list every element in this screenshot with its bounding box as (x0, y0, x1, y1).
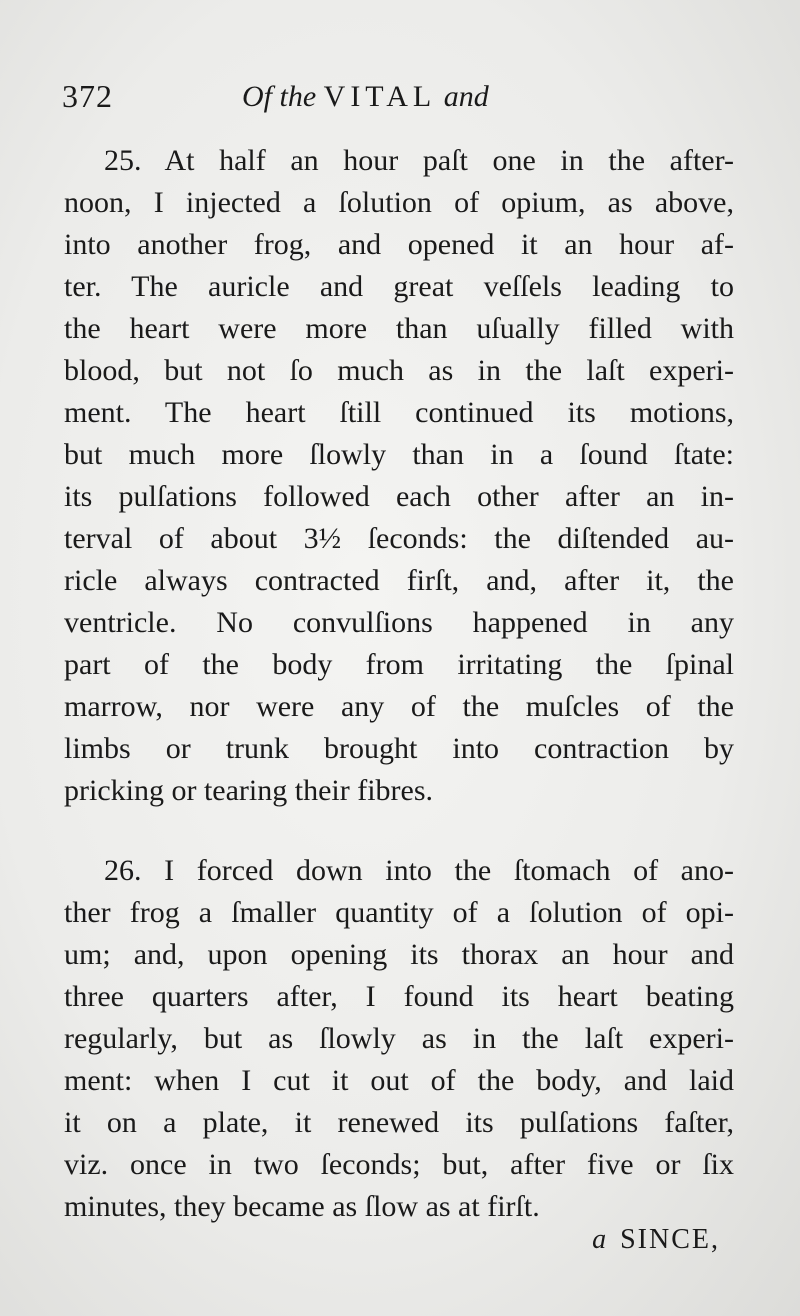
text-line: ther frog a ſmaller quantity of a ſolution of opi- (64, 896, 734, 929)
running-title-caps: VITAL (323, 80, 437, 113)
text-line: part of the body from irritating the ſpinal (64, 648, 734, 681)
text-line: um; and, upon opening its thorax an hour and (64, 938, 734, 971)
text-line: marrow, nor were any of the muſcles of the (64, 690, 734, 723)
text-line: viz. once in two ſeconds; but, after five or ſix (64, 1148, 734, 1181)
running-title-suffix: and (443, 80, 489, 113)
text-line: 25. At half an hour paſt one in the after- (104, 144, 734, 177)
text-line: regularly, but as ſlowly as in the laſt experi- (64, 1022, 734, 1055)
text-line: blood, but not ſo much as in the laſt experi- (64, 354, 734, 387)
text-line: noon, I injected a ſolution of opium, as above, (64, 186, 734, 219)
catchword: SINCE, (620, 1224, 720, 1255)
page-header (62, 78, 582, 124)
text-line: ment. The heart ſtill continued its motions, (64, 396, 734, 429)
running-title-prefix: Of the (242, 80, 317, 113)
text-line: but much more ſlowly than in a ſound ſtate: (64, 438, 734, 471)
text-line: its pulſations followed each other after an in- (64, 480, 734, 513)
catchword-line (592, 1224, 720, 1256)
signature-mark: a (592, 1224, 607, 1255)
text-line: terval of about 3½ ſeconds: the diſtended au- (64, 522, 734, 555)
text-line: minutes, they became as ſlow as at firſt. (64, 1190, 540, 1223)
text-line: limbs or trunk brought into contraction by (64, 732, 734, 765)
paragraph-26 (64, 850, 734, 1228)
paragraph-25 (64, 140, 734, 812)
text-line: it on a plate, it renewed its pulſations faſter, (64, 1106, 734, 1139)
text-line: ricle always contracted firſt, and, after it, the (64, 564, 734, 597)
text-line: ventricle. No convulſions happened in any (64, 606, 734, 639)
text-line: the heart were more than uſually filled with (64, 312, 734, 345)
text-line: into another frog, and opened it an hour af- (64, 228, 734, 261)
running-title (242, 80, 489, 114)
text-line: three quarters after, I found its heart beating (64, 980, 734, 1013)
text-line: 26. I forced down into the ſtomach of ano- (104, 854, 734, 887)
text-line: ment: when I cut it out of the body, and laid (64, 1064, 734, 1097)
text-line: ter. The auricle and great veſſels leading to (64, 270, 734, 303)
text-line: pricking or tearing their fibres. (64, 774, 434, 807)
page-number: 372 (62, 78, 113, 114)
